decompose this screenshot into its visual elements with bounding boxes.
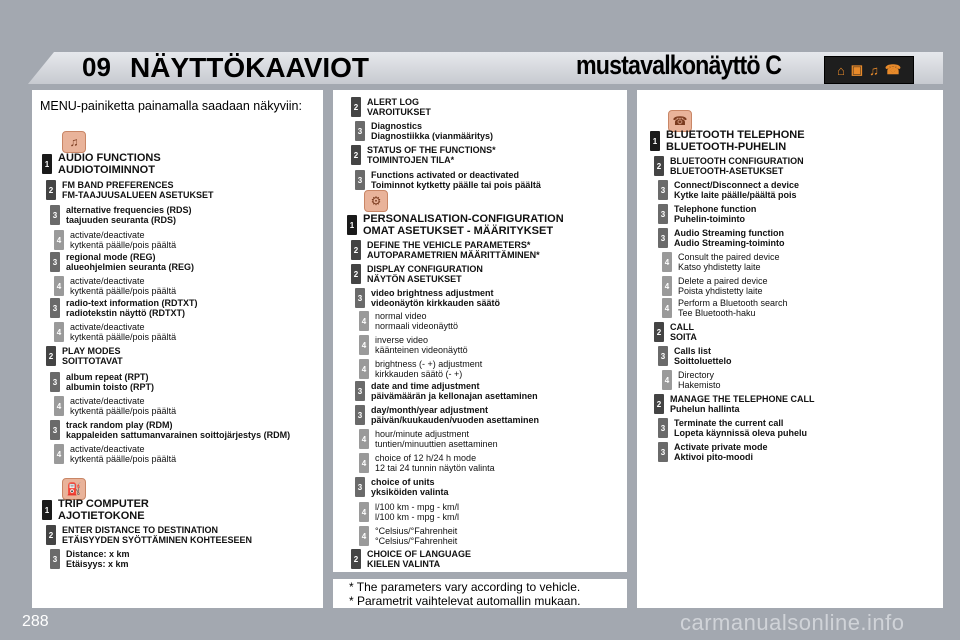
menu-item-level-1 [58, 152, 161, 176]
level-badge-3: 3 [50, 298, 60, 318]
menu-item-line: BLUETOOTH-PUHELIN [666, 141, 787, 153]
menu-item-line: Soittoluettelo [674, 356, 732, 366]
menu-item-level-2 [670, 322, 697, 342]
menu-item-line: kirkkauden säätö (- +) [375, 369, 463, 379]
menu-item-line: normal video [375, 311, 427, 321]
menu-item-line: AUDIO FUNCTIONS [58, 152, 161, 164]
menu-item-line: brightness (- +) adjustment [375, 359, 483, 369]
menu-item-line: alternative frequencies (RDS) [66, 205, 192, 215]
menu-item-line: normaali videonäyttö [375, 321, 459, 331]
level-badge-4: 4 [54, 322, 64, 342]
level-badge-2: 2 [351, 549, 361, 569]
menu-item-line: kytkentä päälle/pois päältä [70, 332, 177, 342]
menu-item-level-2 [62, 346, 123, 366]
menu-item-level-3 [371, 381, 538, 401]
menu-item-line: kappaleiden sattumanvarainen soittojärjestys (RDM) [66, 430, 291, 440]
level-badge-3: 3 [658, 442, 668, 462]
menu-item-level-3 [66, 420, 290, 440]
menu-item-line: DEFINE THE VEHICLE PARAMETERS* [367, 240, 531, 250]
fuel-pump-icon: ⛽ [62, 478, 86, 500]
level-badge-2: 2 [351, 240, 361, 260]
menu-item-line: PERSONALISATION-CONFIGURATION [363, 213, 564, 225]
menu-item-line: video brightness adjustment [371, 288, 494, 298]
menu-item-line: Poista yhdistetty laite [678, 286, 763, 296]
menu-item-level-2 [367, 145, 496, 165]
menu-item-line: Toiminnot kytketty päälle tai pois päältä [371, 180, 541, 190]
menu-item-line: Perform a Bluetooth search [678, 298, 788, 308]
menu-item-level-3 [371, 405, 539, 425]
menu-item-level-3 [66, 549, 130, 569]
menu-item-line: l/100 km - mpg - km/l [375, 512, 460, 522]
menu-item-line: AUTOPARAMETRIEN MÄÄRITTÄMINEN* [367, 250, 540, 260]
menu-item-level-3 [674, 204, 756, 224]
level-badge-2: 2 [46, 346, 56, 366]
menu-item-line: choice of units [371, 477, 435, 487]
menu-item-line: FM BAND PREFERENCES [62, 180, 174, 190]
level-badge-2: 2 [351, 264, 361, 284]
menu-item-line: activate/deactivate [70, 230, 145, 240]
menu-item-line: DISPLAY CONFIGURATION [367, 264, 483, 274]
menu-item-level-3 [371, 288, 500, 308]
menu-item-level-1 [363, 213, 564, 237]
level-badge-4: 4 [359, 335, 369, 355]
menu-item-line: ALERT LOG [367, 97, 419, 107]
menu-item-level-4 [70, 322, 176, 342]
phone-icon: ☎ [668, 110, 692, 132]
menu-item-level-4 [70, 396, 176, 416]
menu-item-line: PLAY MODES [62, 346, 121, 356]
menu-item-level-3 [674, 180, 799, 200]
menu-item-line: FM-TAAJUUSALUEEN ASETUKSET [62, 190, 214, 200]
level-badge-4: 4 [662, 298, 672, 318]
menu-item-level-2 [367, 549, 471, 569]
menu-item-line: Audio Streaming-toiminto [674, 238, 785, 248]
menu-item-line: SOITA [670, 332, 697, 342]
menu-item-level-4 [375, 359, 482, 379]
menu-item-line: Hakemisto [678, 380, 721, 390]
intro-text: MENU-painiketta painamalla saadaan näkyviin: [40, 99, 302, 113]
menu-item-level-4 [375, 526, 457, 546]
menu-item-level-2 [62, 180, 214, 200]
page-number: 288 [22, 613, 49, 630]
level-badge-3: 3 [658, 228, 668, 248]
level-badge-4: 4 [662, 276, 672, 296]
watermark: carmanualsonline.info [680, 610, 905, 635]
menu-item-level-3 [674, 442, 768, 462]
menu-item-level-3 [66, 298, 198, 318]
level-badge-4: 4 [359, 502, 369, 522]
menu-item-line: Puhelun hallinta [670, 404, 740, 414]
menu-item-line: Katso yhdistetty laite [678, 262, 761, 272]
level-badge-1: 1 [650, 131, 660, 151]
menu-item-line: KIELEN VALINTA [367, 559, 441, 569]
menu-item-level-1 [666, 129, 805, 153]
menu-item-level-3 [371, 477, 449, 497]
level-badge-3: 3 [658, 180, 668, 200]
menu-item-line: °Celsius/°Fahrenheit [375, 536, 458, 546]
menu-item-line: SOITTOTAVAT [62, 356, 123, 366]
menu-item-line: hour/minute adjustment [375, 429, 470, 439]
menu-item-level-2 [62, 525, 252, 545]
menu-item-line: kytkentä päälle/pois päältä [70, 286, 177, 296]
level-badge-2: 2 [46, 180, 56, 200]
menu-item-line: AJOTIETOKONE [58, 510, 145, 522]
menu-item-line: käänteinen videonäyttö [375, 345, 468, 355]
menu-item-line: STATUS OF THE FUNCTIONS* [367, 145, 496, 155]
level-badge-4: 4 [359, 359, 369, 379]
menu-item-level-4 [678, 252, 780, 272]
menu-item-line: Puhelin-toiminto [674, 214, 745, 224]
level-badge-4: 4 [54, 396, 64, 416]
menu-item-line: päivän/kuukauden/vuoden asettaminen [371, 415, 540, 425]
level-badge-3: 3 [658, 418, 668, 438]
menu-item-line: Etäisyys: x km [66, 559, 129, 569]
menu-item-line: inverse video [375, 335, 429, 345]
level-badge-1: 1 [42, 500, 52, 520]
home-icon: ⌂ [836, 62, 845, 78]
level-badge-4: 4 [359, 429, 369, 449]
menu-item-level-2 [367, 240, 540, 260]
menu-item-line: Diagnostics [371, 121, 423, 131]
level-badge-4: 4 [662, 370, 672, 390]
menu-item-line: Consult the paired device [678, 252, 780, 262]
level-badge-2: 2 [654, 394, 664, 414]
menu-item-line: CALL [670, 322, 694, 332]
menu-item-level-4 [678, 276, 768, 296]
menu-item-level-2 [670, 156, 804, 176]
level-badge-4: 4 [54, 276, 64, 296]
menu-item-level-3 [66, 205, 192, 225]
menu-item-line: activate/deactivate [70, 322, 145, 332]
menu-item-level-3 [66, 252, 194, 272]
music-icon: ♫ [869, 62, 879, 78]
level-badge-3: 3 [50, 549, 60, 569]
level-badge-3: 3 [658, 346, 668, 366]
level-badge-2: 2 [46, 525, 56, 545]
level-badge-1: 1 [347, 215, 357, 235]
menu-item-line: TRIP COMPUTER [58, 498, 149, 510]
menu-item-level-3 [371, 121, 493, 141]
menu-item-line: activate/deactivate [70, 444, 145, 454]
level-badge-3: 3 [355, 288, 365, 308]
menu-item-line: track random play (RDM) [66, 420, 173, 430]
menu-item-line: ENTER DISTANCE TO DESTINATION [62, 525, 219, 535]
level-badge-3: 3 [355, 381, 365, 401]
menu-item-line: BLUETOOTH-ASETUKSET [670, 166, 784, 176]
menu-item-level-4 [375, 502, 459, 522]
menu-item-line: Telephone function [674, 204, 757, 214]
menu-item-line: Audio Streaming function [674, 228, 784, 238]
menu-item-line: ETÄISYYDEN SYÖTTÄMINEN KOHTEESEEN [62, 535, 253, 545]
menu-item-line: date and time adjustment [371, 381, 480, 391]
menu-item-line: BLUETOOTH TELEPHONE [666, 129, 805, 141]
menu-item-line: Lopeta käynnissä oleva puhelu [674, 428, 808, 438]
menu-item-line: CHOICE OF LANGUAGE [367, 549, 472, 559]
menu-item-line: TOIMINTOJEN TILA* [367, 155, 455, 165]
level-badge-3: 3 [50, 252, 60, 272]
level-badge-3: 3 [50, 420, 60, 440]
menu-item-line: choice of 12 h/24 h mode [375, 453, 477, 463]
footnote-line: * Parametrit vaihtelevat automallin mukaan. [349, 594, 581, 608]
menu-item-level-3 [371, 170, 541, 190]
level-badge-4: 4 [54, 230, 64, 250]
menu-item-line: activate/deactivate [70, 396, 145, 406]
menu-item-line: 12 tai 24 tunnin näytön valinta [375, 463, 495, 473]
menu-item-line: day/month/year adjustment [371, 405, 489, 415]
menu-item-line: Calls list [674, 346, 712, 356]
menu-item-line: AUDIOTOIMINNOT [58, 164, 155, 176]
level-badge-1: 1 [42, 154, 52, 174]
menu-item-level-3 [674, 418, 807, 438]
menu-item-level-3 [66, 372, 154, 392]
display-screen-icon [824, 56, 914, 84]
page-subtitle: mustavalkonäyttö C [576, 50, 782, 80]
chapter-number: 09 [82, 52, 111, 82]
menu-item-level-4 [375, 453, 495, 473]
menu-item-line: alueohjelmien seuranta (REG) [66, 262, 195, 272]
menu-item-line: Activate private mode [674, 442, 768, 452]
menu-item-line: BLUETOOTH CONFIGURATION [670, 156, 804, 166]
menu-item-line: Terminate the current call [674, 418, 784, 428]
menu-item-line: videonäytön kirkkauden säätö [371, 298, 501, 308]
menu-item-line: kytkentä päälle/pois päältä [70, 240, 177, 250]
menu-item-line: MANAGE THE TELEPHONE CALL [670, 394, 815, 404]
menu-item-line: l/100 km - mpg - km/l [375, 502, 460, 512]
menu-item-line: VAROITUKSET [367, 107, 431, 117]
menu-item-line: OMAT ASETUKSET - MÄÄRITYKSET [363, 225, 554, 237]
level-badge-3: 3 [50, 372, 60, 392]
menu-item-line: Diagnostiikka (vianmääritys) [371, 131, 494, 141]
menu-item-line: tuntien/minuuttien asettaminen [375, 439, 498, 449]
menu-item-line: Directory [678, 370, 715, 380]
level-badge-3: 3 [355, 170, 365, 190]
menu-item-line: Functions activated or deactivated [371, 170, 520, 180]
level-badge-3: 3 [50, 205, 60, 225]
menu-item-level-4 [70, 276, 176, 296]
menu-item-level-2 [670, 394, 815, 414]
level-badge-3: 3 [658, 204, 668, 224]
level-badge-2: 2 [351, 97, 361, 117]
menu-item-level-1 [58, 498, 149, 522]
menu-item-line: °Celsius/°Fahrenheit [375, 526, 458, 536]
level-badge-2: 2 [654, 156, 664, 176]
menu-item-line: yksiköiden valinta [371, 487, 449, 497]
level-badge-4: 4 [359, 453, 369, 473]
menu-item-line: päivämäärän ja kellonajan asettaminen [371, 391, 538, 401]
menu-item-line: kytkentä päälle/pois päältä [70, 454, 177, 464]
page-title: NÄYTTÖKAAVIOT [130, 52, 370, 83]
menu-item-level-4 [70, 444, 176, 464]
menu-item-level-3 [674, 346, 732, 366]
menu-item-line: Kytke laite päälle/päältä pois [674, 190, 797, 200]
menu-item-line: regional mode (REG) [66, 252, 156, 262]
menu-item-level-3 [674, 228, 785, 248]
menu-item-level-4 [375, 429, 498, 449]
menu-item-level-4 [375, 311, 458, 331]
menu-item-line: albumin toisto (RPT) [66, 382, 154, 392]
level-badge-2: 2 [351, 145, 361, 165]
level-badge-4: 4 [662, 252, 672, 272]
level-badge-4: 4 [359, 526, 369, 546]
menu-item-line: Tee Bluetooth-haku [678, 308, 756, 318]
menu-item-line: Connect/Disconnect a device [674, 180, 800, 190]
music-note-icon: ♫ [62, 131, 86, 153]
level-badge-4: 4 [359, 311, 369, 331]
menu-item-line: NÄYTÖN ASETUKSET [367, 274, 462, 284]
menu-item-level-4 [375, 335, 468, 355]
settings-icon: ⚙ [364, 190, 388, 212]
nav-icon: ▣ [850, 62, 864, 77]
level-badge-3: 3 [355, 405, 365, 425]
menu-item-line: Distance: x km [66, 549, 130, 559]
menu-item-line: radiotekstin näyttö (RDTXT) [66, 308, 186, 318]
footnote-line: * The parameters vary according to vehicle. [349, 580, 581, 594]
menu-item-level-4 [678, 298, 788, 318]
menu-item-line: Aktivoi pito-moodi [674, 452, 753, 462]
menu-item-line: kytkentä päälle/pois päältä [70, 406, 177, 416]
footnote [333, 579, 627, 608]
menu-item-line: radio-text information (RDTXT) [66, 298, 198, 308]
level-badge-2: 2 [654, 322, 664, 342]
level-badge-3: 3 [355, 121, 365, 141]
menu-item-line: taajuuden seuranta (RDS) [66, 215, 177, 225]
menu-item-line: album repeat (RPT) [66, 372, 149, 382]
level-badge-3: 3 [355, 477, 365, 497]
level-badge-4: 4 [54, 444, 64, 464]
menu-item-level-4 [678, 370, 721, 390]
phone-icon: ☎ [884, 62, 902, 77]
menu-item-level-2 [367, 97, 431, 117]
menu-item-level-2 [367, 264, 483, 284]
menu-item-line: Delete a paired device [678, 276, 768, 286]
menu-item-level-4 [70, 230, 176, 250]
menu-item-line: activate/deactivate [70, 276, 145, 286]
